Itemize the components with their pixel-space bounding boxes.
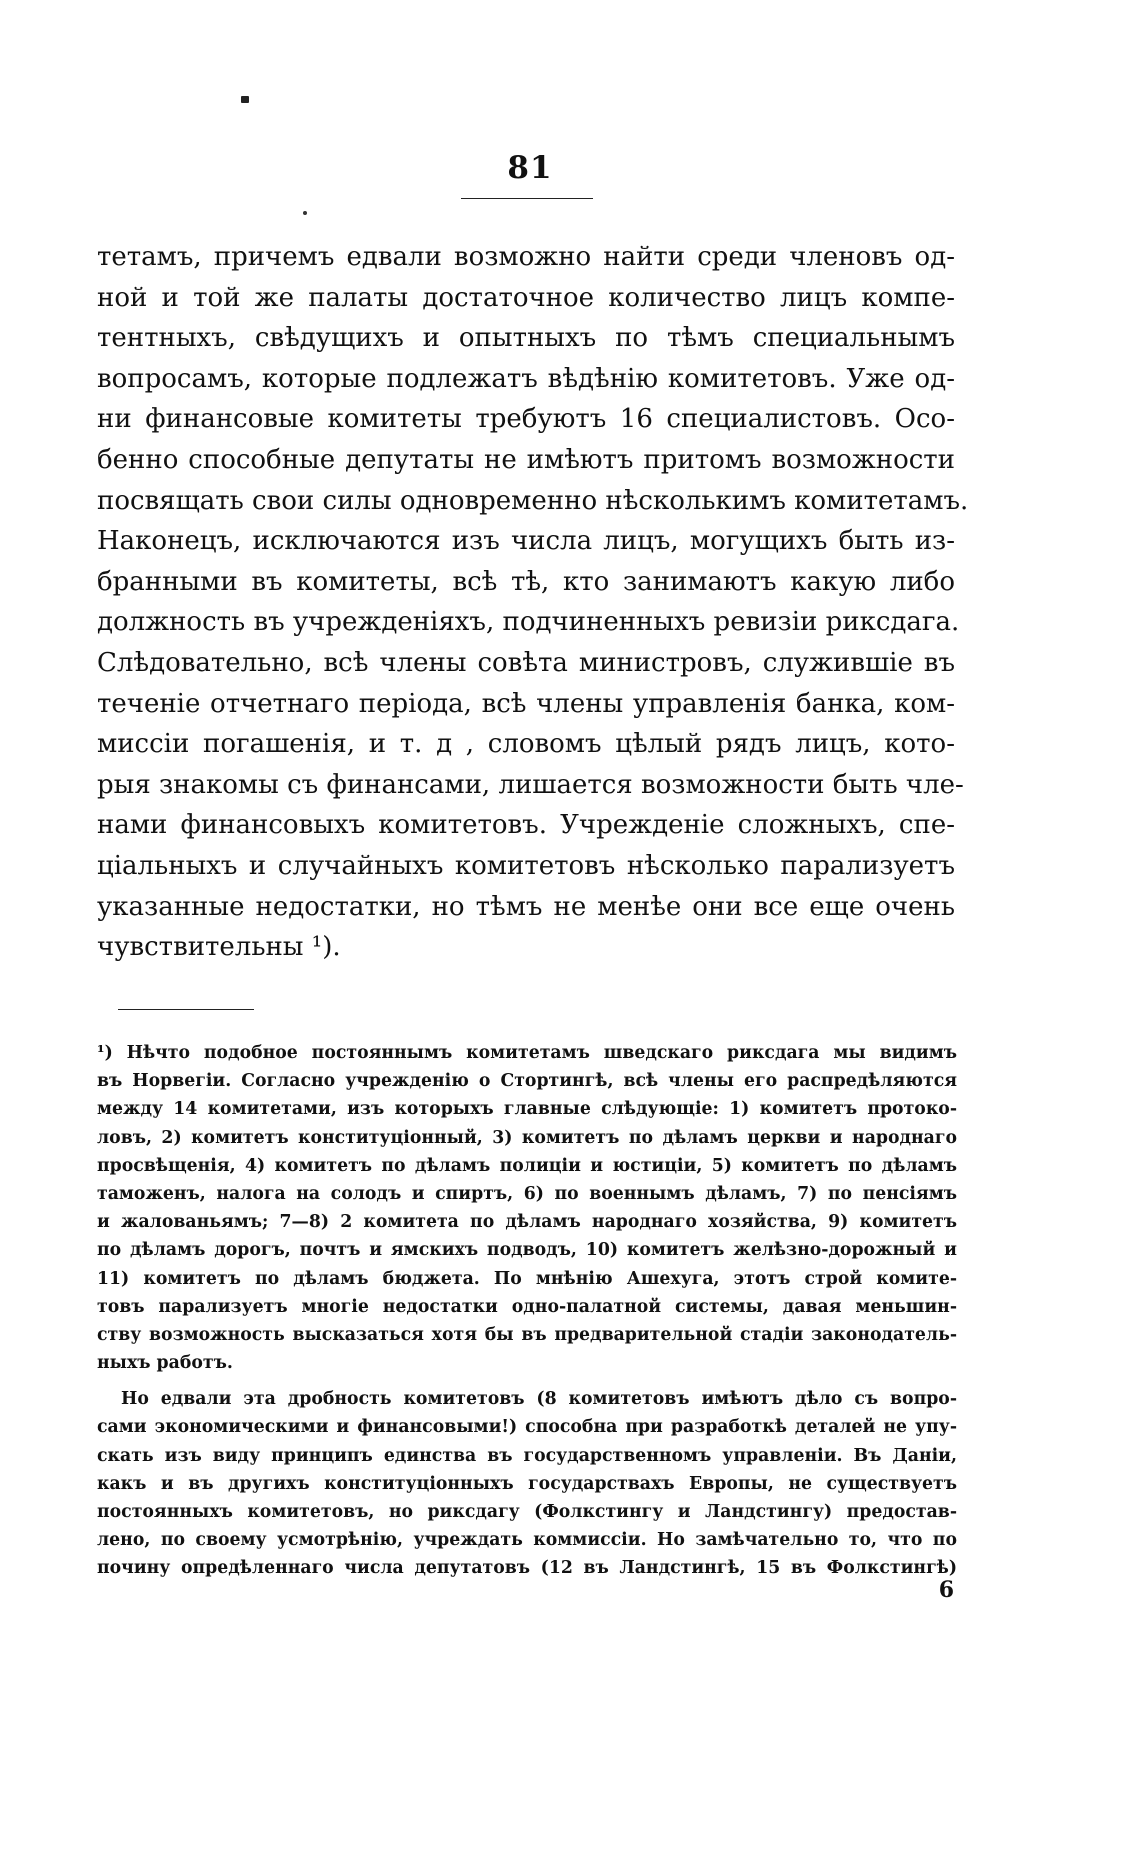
page-number: 81 xyxy=(507,150,553,186)
stray-ink-mark xyxy=(241,96,249,103)
footnote-line: скать изъ виду принципъ единства въ государственномъ управленiи. Въ Данiи, xyxy=(97,1445,957,1466)
text-line: посвящать свои силы одновременно нѣсколькимъ комитетамъ. xyxy=(97,485,969,516)
footnote-line: въ Норвегiи. Согласно учрежденiю о Стортингѣ, всѣ члены его распредѣляются xyxy=(97,1071,957,1092)
footnote-line: по дѣламъ дорогъ, почтъ и ямскихъ подводъ, 10) комитетъ желѣзно-дорожный и xyxy=(97,1240,957,1261)
text-line: ни финансовые комитеты требуютъ 16 специалистовъ. Осо- xyxy=(97,404,955,435)
footnote-line: постоянныхъ комитетовъ, но риксдагу (Фолкстингу и Ландстингу) предостав- xyxy=(97,1502,957,1522)
footnote-line: ловъ, 2) комитетъ конституцiонный, 3) комитетъ по дѣламъ церкви и народнаго xyxy=(97,1127,957,1148)
page-number-rule xyxy=(461,198,593,199)
text-line: указанные недостатки, но тѣмъ не менѣе они все еще очень xyxy=(97,891,955,922)
text-line: миссiи погашенiя, и т. д , словомъ цѣлый рядъ лицъ, кото- xyxy=(97,729,955,760)
footnote-line: ныхъ работъ. xyxy=(97,1353,233,1374)
text-line: тентныхъ, свѣдущихъ и опытныхъ по тѣмъ специальнымъ xyxy=(97,323,955,354)
footnote-line: между 14 комитетами, изъ которыхъ главные слѣдующiе: 1) комитетъ протоко- xyxy=(97,1099,957,1120)
text-line: рыя знакомы съ финансами, лишается возможности быть чле- xyxy=(97,769,964,800)
text-line: должность въ учрежденiяхъ, подчиненныхъ ревизiи риксдага. xyxy=(97,607,960,638)
footnote-separator xyxy=(118,1009,254,1010)
footnote-line: Но едвали эта дробность комитетовъ (8 комитетовъ имѣютъ дѣло съ вопро- xyxy=(121,1389,957,1410)
text-line: бранными въ комитеты, всѣ тѣ, кто занимаютъ какую либо xyxy=(97,566,955,597)
footnote-line: лено, по своему усмотрѣнiю, учреждать коммиссiи. Но замѣчательно то, что по xyxy=(97,1530,957,1551)
footnote-line: ству возможность высказаться хотя бы въ предварительной стадiи законодатель- xyxy=(97,1324,957,1345)
text-line: бенно способные депутаты не имѣютъ притомъ возможности xyxy=(97,444,955,475)
sheet-signature: 6 xyxy=(938,1577,954,1603)
text-line: ной и той же палаты достаточное количество лицъ компе- xyxy=(97,282,955,313)
text-line: цiальныхъ и случайныхъ комитетовъ нѣсколько парализуетъ xyxy=(97,850,955,881)
footnote-line: ¹) Нѣчто подобное постояннымъ комитетамъ шведскаго риксдага мы видимъ xyxy=(97,1043,957,1063)
footnote-line: просвѣщенiя, 4) комитетъ по дѣламъ полицiи и юстицiи, 5) комитетъ по дѣламъ xyxy=(97,1155,957,1176)
text-line: чувствительны ¹). xyxy=(97,932,341,963)
main-text-block xyxy=(97,237,969,968)
text-line: вопросамъ, которые подлежатъ вѣдѣнiю комитетовъ. Уже од- xyxy=(97,363,955,394)
text-line: Наконецъ, исключаются изъ числа лицъ, могущихъ быть из- xyxy=(97,526,955,557)
footnote-line: 11) комитетъ по дѣламъ бюджета. По мнѣнiю Ашехуга, этотъ строй комите- xyxy=(97,1268,957,1289)
footnote-line: таможенъ, налога на солодъ и спиртъ, 6) по военнымъ дѣламъ, 7) по пенсiямъ xyxy=(97,1183,957,1204)
text-line: теченiе отчетнаго перiода, всѣ члены управленiя банка, ком- xyxy=(97,688,955,719)
footnote-line: товъ парализуетъ многiе недостатки одно-палатной системы, давая меньшин- xyxy=(97,1296,957,1317)
footnote-line: сами экономическими и финансовыми!) способна при разработкѣ деталей не упу- xyxy=(97,1417,957,1438)
footnote-line: и жалованьямъ; 7—8) 2 комитета по дѣламъ народнаго хозяйства, 9) комитетъ xyxy=(97,1212,957,1233)
footnote-line: какъ и въ другихъ конституцiонныхъ государствахъ Европы, не существуетъ xyxy=(97,1473,957,1494)
footnotes-block xyxy=(97,1039,957,1583)
text-line: Слѣдовательно, всѣ члены совѣта министровъ, служившiе въ xyxy=(97,647,955,678)
stray-dot xyxy=(303,211,307,215)
text-line: нами финансовыхъ комитетовъ. Учрежденiе сложныхъ, спе- xyxy=(97,810,955,841)
text-line: тетамъ, причемъ едвали возможно найти среди членовъ од- xyxy=(97,242,955,272)
footnote-line: почину опредѣленнаго числа депутатовъ (12 въ Ландстингѣ, 15 въ Фолкстингѣ) xyxy=(97,1558,957,1579)
paragraph-gap xyxy=(97,1377,957,1385)
